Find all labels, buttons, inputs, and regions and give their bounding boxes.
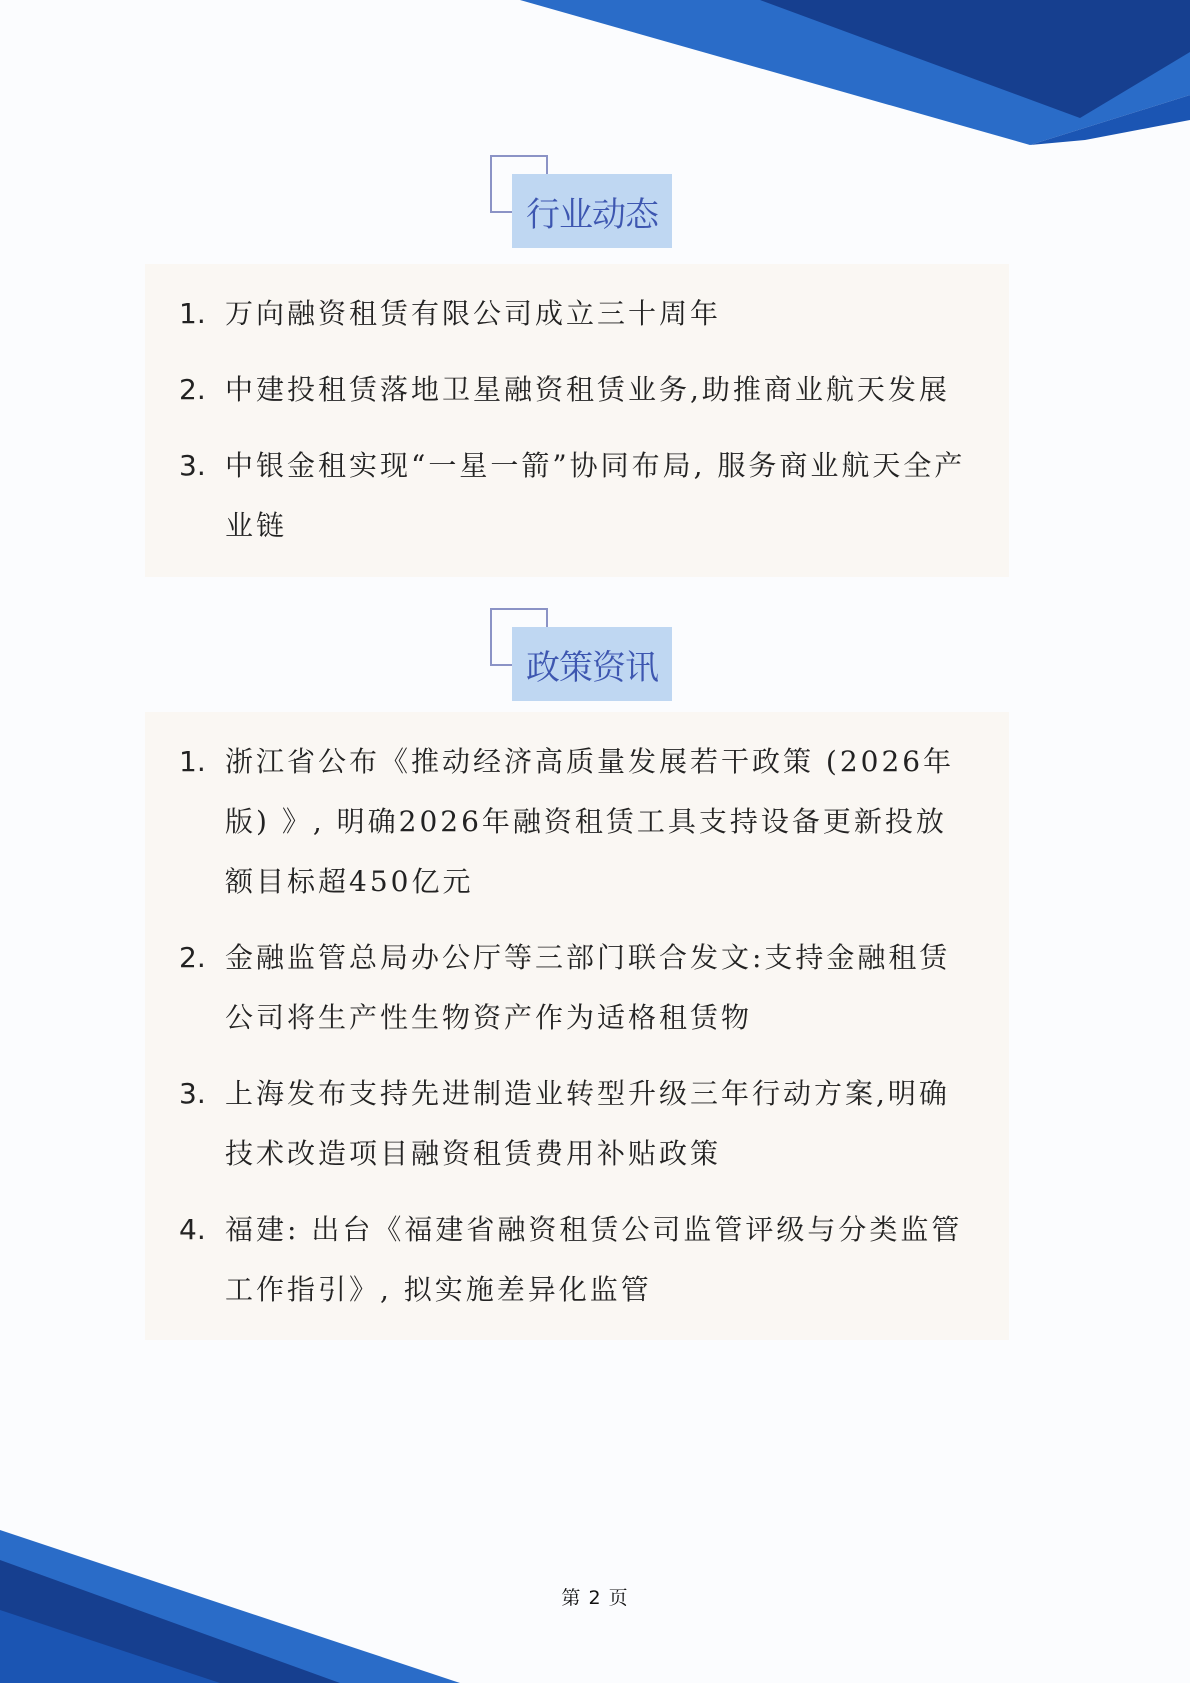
list-item-text: 金融监管总局办公厅等三部门联合发文:支持金融租赁公司将生产性生物资产作为适格租赁物 bbox=[225, 941, 951, 1034]
top-right-band-dark bbox=[760, 0, 1190, 118]
list-item-text: 中银金租实现“一星一箭”协同布局, 服务商业航天全产业链 bbox=[225, 449, 966, 542]
page-number: 第 2 页 bbox=[561, 1587, 629, 1609]
industry-news-panel bbox=[145, 264, 1009, 577]
list-item-text: 上海发布支持先进制造业转型升级三年行动方案,明确技术改造项目融资租赁费用补贴政策 bbox=[225, 1077, 950, 1170]
section-title-industry bbox=[490, 155, 670, 255]
top-right-band-mid bbox=[1030, 95, 1190, 145]
list-item bbox=[179, 928, 973, 1048]
top-right-band-light bbox=[520, 0, 1190, 145]
list-item bbox=[179, 284, 973, 344]
list-item bbox=[179, 1200, 973, 1320]
list-item bbox=[179, 1064, 973, 1184]
section-title-label: 政策资讯 bbox=[512, 627, 672, 701]
list-item-text: 中建投租赁落地卫星融资租赁业务,助推商业航天发展 bbox=[225, 373, 950, 406]
list-item-text: 浙江省公布《推动经济高质量发展若干政策 (2026年版) 》, 明确2026年融资租赁工具支持设备更新投放额目标超450亿元 bbox=[225, 745, 955, 898]
section-title-label: 行业动态 bbox=[512, 174, 672, 248]
list-item bbox=[179, 436, 973, 556]
policy-news-panel bbox=[145, 712, 1009, 1340]
list-item bbox=[179, 732, 973, 912]
list-item-number: 3. bbox=[179, 449, 206, 482]
section-title-policy bbox=[490, 608, 670, 708]
list-item-number: 3. bbox=[179, 1077, 206, 1110]
bottom-left-band-dark bbox=[0, 1560, 340, 1683]
list-item-number: 2. bbox=[179, 941, 206, 974]
list-item-number: 4. bbox=[179, 1213, 206, 1246]
list-item-number: 1. bbox=[179, 297, 206, 330]
list-item-text: 福建: 出台《福建省融资租赁公司监管评级与分类监管工作指引》, 拟实施差异化监管 bbox=[225, 1213, 963, 1306]
list-item-number: 1. bbox=[179, 745, 206, 778]
list-item bbox=[179, 360, 973, 420]
list-item-text: 万向融资租赁有限公司成立三十周年 bbox=[225, 297, 722, 330]
list-item-number: 2. bbox=[179, 373, 206, 406]
bottom-left-band-mid bbox=[0, 1610, 220, 1683]
